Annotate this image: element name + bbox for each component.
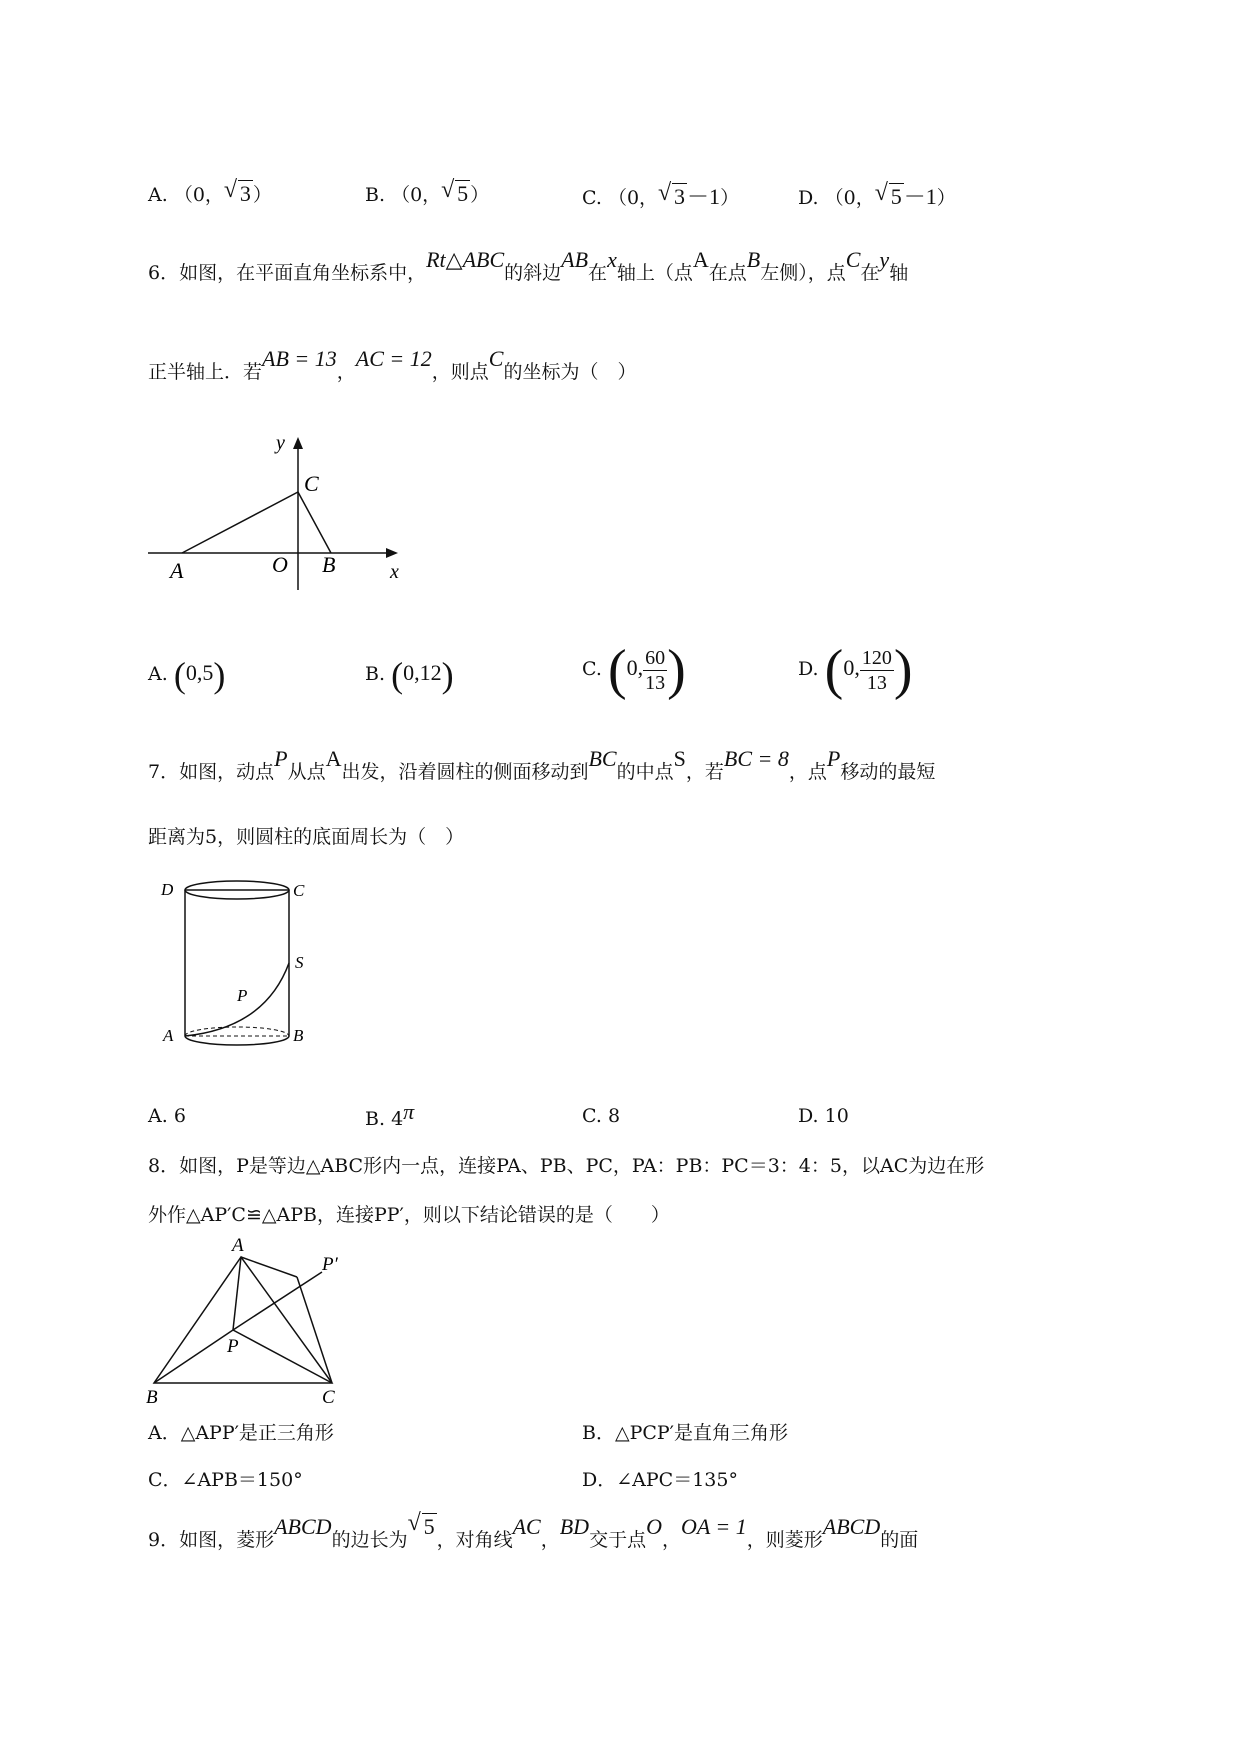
option-open: （0， (173, 184, 224, 206)
q5-option-c (582, 180, 739, 211)
option-label: B. (365, 663, 386, 685)
q7-text: 移动的最短 (840, 761, 936, 783)
cylinder-bottom-back (185, 1027, 289, 1036)
segment-pp-prime (233, 1272, 322, 1330)
q7-math: BC = 8 (723, 746, 789, 771)
option-value: 0,5 (185, 660, 214, 685)
label-b: B (322, 552, 336, 577)
option-label: A. (148, 1105, 168, 1127)
paren-close: ) (667, 639, 686, 701)
q9-text: ， (661, 1529, 681, 1551)
q7-line-1 (148, 746, 936, 784)
option-open: （0， (824, 187, 875, 209)
segment-pb (154, 1330, 233, 1383)
q6-math: y (879, 247, 890, 272)
q7-text: 如图，动点 (179, 761, 275, 783)
q6-option-d (798, 638, 912, 702)
option-label: D. (798, 187, 819, 209)
question-number: 7． (148, 761, 180, 783)
q7-figure (155, 868, 325, 1053)
option-open: （0， (391, 184, 442, 206)
q8-figure (140, 1235, 370, 1405)
sqrt-expression (875, 184, 904, 210)
q8-text: 如图，P是等边△ABC形内一点，连接PA、PB、PC，PA：PB：PC＝3：4：5，以AC为边在形 (179, 1155, 985, 1177)
option-label: A. (148, 663, 168, 685)
q9-text: ，则菱形 (746, 1529, 823, 1551)
question-number: 8． (148, 1155, 180, 1177)
question-number: 6． (148, 262, 180, 284)
label-c: C (293, 881, 305, 900)
q6-text: 左侧），点 (760, 262, 846, 284)
option-label: A. (148, 184, 168, 206)
q7-option-d (798, 1105, 849, 1127)
question-number: 9． (148, 1529, 180, 1551)
q9-text: 的边长为 (331, 1529, 408, 1551)
q6-text: ，则点 (431, 361, 489, 383)
label-d: D (161, 880, 174, 899)
sqrt-expression (408, 1514, 437, 1540)
q6-math: B (746, 247, 761, 272)
x-axis-arrow (386, 548, 398, 558)
q6-text: 轴上（点 (616, 262, 693, 284)
radicand: 5 (890, 184, 902, 209)
q6-option-b (365, 654, 454, 696)
q7-line-2 (148, 822, 464, 849)
option-tail: －1 (903, 184, 937, 209)
paren-close: ) (441, 655, 454, 695)
option-label: B. (365, 1108, 386, 1130)
segment-ap-prime (241, 1257, 297, 1277)
q8-option-a: A．△APP′是正三角形 (148, 1422, 334, 1444)
fraction (860, 646, 894, 695)
numerator: 120 (861, 646, 892, 669)
q7-math: S (673, 746, 686, 771)
option-close: ） (470, 184, 490, 206)
q7-text: 的中点 (616, 761, 674, 783)
q8-line-1 (148, 1151, 984, 1178)
q5-option-d (798, 180, 956, 211)
option-open: （0， (607, 187, 659, 209)
option-close: ） (936, 187, 956, 209)
q7-text: 出发，沿着圆柱的侧面移动到 (341, 761, 589, 783)
radicand: 3 (674, 184, 686, 209)
label-s: S (295, 953, 304, 972)
option-label: C. (582, 187, 602, 209)
q6-text: 在 (588, 262, 608, 284)
q6-text: 在点 (708, 262, 747, 284)
q7-text: 从点 (287, 761, 326, 783)
q6-math: AC = 12 (355, 346, 432, 371)
q9-math: ABCD (822, 1514, 881, 1539)
q6-text: 正半轴上．若 (148, 361, 263, 383)
paren-open: ( (607, 639, 627, 701)
radicand: 5 (423, 1514, 435, 1539)
q8-line-2 (148, 1200, 670, 1227)
sqrt-expression (224, 181, 253, 207)
q8-option-b: B．△PCP′是直角三角形 (582, 1422, 788, 1444)
label-y: y (276, 432, 285, 454)
label-p-prime: P′ (322, 1254, 338, 1275)
option-value: 10 (824, 1105, 849, 1127)
q7-option-a (148, 1105, 186, 1127)
paren-open: ( (824, 639, 844, 701)
option-label: B. (365, 184, 386, 206)
q6-math: C (845, 247, 861, 272)
label-a: A (163, 1026, 174, 1045)
q7-math: BC (588, 746, 617, 771)
q9-math: AC (512, 1514, 541, 1539)
cylinder-bottom-front (185, 1036, 289, 1045)
q6-math: AB = 13 (262, 346, 337, 371)
sqrt-expression (658, 184, 687, 210)
option-pi: π (403, 1099, 415, 1124)
q6-math: x (607, 247, 617, 272)
q9-math: ABCD (274, 1514, 332, 1539)
option-label: D. (798, 658, 819, 680)
option-value: 8 (607, 1105, 621, 1127)
label-c: C (322, 1387, 335, 1405)
label-o: O (272, 552, 288, 577)
q9-text: 如图，菱形 (179, 1529, 275, 1551)
radicand: 3 (239, 181, 251, 206)
q7-math: A (325, 746, 342, 771)
numerator: 60 (645, 646, 666, 669)
q9-line-1 (148, 1514, 919, 1552)
q7-math: P (826, 746, 841, 771)
paren-open: ( (173, 655, 186, 695)
q7-text: ，点 (788, 761, 827, 783)
q9-text: ，对角线 (436, 1529, 513, 1551)
option-value: 6 (173, 1105, 186, 1127)
option-value: 0, (626, 655, 644, 680)
label-p: P (227, 1336, 239, 1357)
label-b: B (146, 1387, 158, 1405)
option-value: 0,12 (403, 660, 442, 685)
label-b: B (293, 1026, 304, 1045)
q6-option-c (582, 638, 686, 702)
option-value: 4 (391, 1108, 404, 1130)
paren-close: ) (213, 655, 226, 695)
q6-line-1 (148, 247, 909, 285)
label-a: A (232, 1235, 244, 1256)
denominator: 13 (645, 671, 666, 694)
paren-open: ( (391, 655, 404, 695)
q9-text: 的面 (880, 1529, 919, 1551)
q6-math: Rt△ABC (426, 247, 505, 272)
q6-text: ， (336, 361, 356, 383)
radicand: 5 (457, 181, 469, 206)
q5-option-a (148, 180, 272, 207)
q6-math: C (488, 346, 504, 371)
fraction (643, 646, 667, 695)
q6-option-a (148, 654, 225, 696)
q6-text: 在 (860, 262, 880, 284)
option-tail: －1 (687, 184, 721, 209)
q6-math: AB (561, 247, 589, 272)
q5-option-b (365, 180, 489, 207)
q9-math: OA = 1 (680, 1514, 747, 1539)
triangle-abc (154, 1257, 332, 1383)
option-label: C. (582, 1105, 602, 1127)
q7-text: ，若 (685, 761, 724, 783)
q6-text: 如图，在平面直角坐标系中， (179, 262, 427, 284)
option-label: D. (798, 1105, 819, 1127)
triangle-abc (182, 492, 331, 553)
q6-text: 的斜边 (504, 262, 562, 284)
q9-math: O (646, 1514, 662, 1539)
option-label: C. (582, 658, 602, 680)
denominator: 13 (866, 671, 887, 694)
q6-math: A (692, 247, 709, 272)
q6-line-2 (148, 346, 637, 384)
q9-text: ， (540, 1529, 560, 1551)
option-close: ） (252, 184, 272, 206)
q7-option-c (582, 1105, 620, 1127)
q9-text: 交于点 (589, 1529, 647, 1551)
q6-text: 的坐标为（ ） (503, 361, 637, 383)
option-close: ） (720, 187, 740, 209)
q7-option-b (365, 1099, 415, 1131)
label-x: x (390, 561, 399, 583)
q8-text: 外作△AP′C≌△APB，连接PP′，则以下结论错误的是（ ） (148, 1204, 670, 1226)
q7-math: P (274, 746, 288, 771)
paren-close: ) (893, 639, 913, 701)
sqrt-expression (441, 181, 470, 207)
label-p: P (237, 986, 248, 1005)
y-axis-arrow (293, 437, 303, 449)
q9-math: BD (559, 1514, 590, 1539)
option-value: 0, (843, 655, 860, 680)
label-a: A (170, 558, 184, 583)
q8-option-d: D．∠APC＝135° (582, 1469, 738, 1491)
q6-text: 轴 (889, 262, 909, 284)
q6-figure (140, 425, 420, 600)
q8-option-c: C．∠APB＝150° (148, 1469, 303, 1491)
label-c: C (304, 471, 319, 496)
q7-text: 距离为5，则圆柱的底面周长为（ ） (148, 826, 465, 848)
